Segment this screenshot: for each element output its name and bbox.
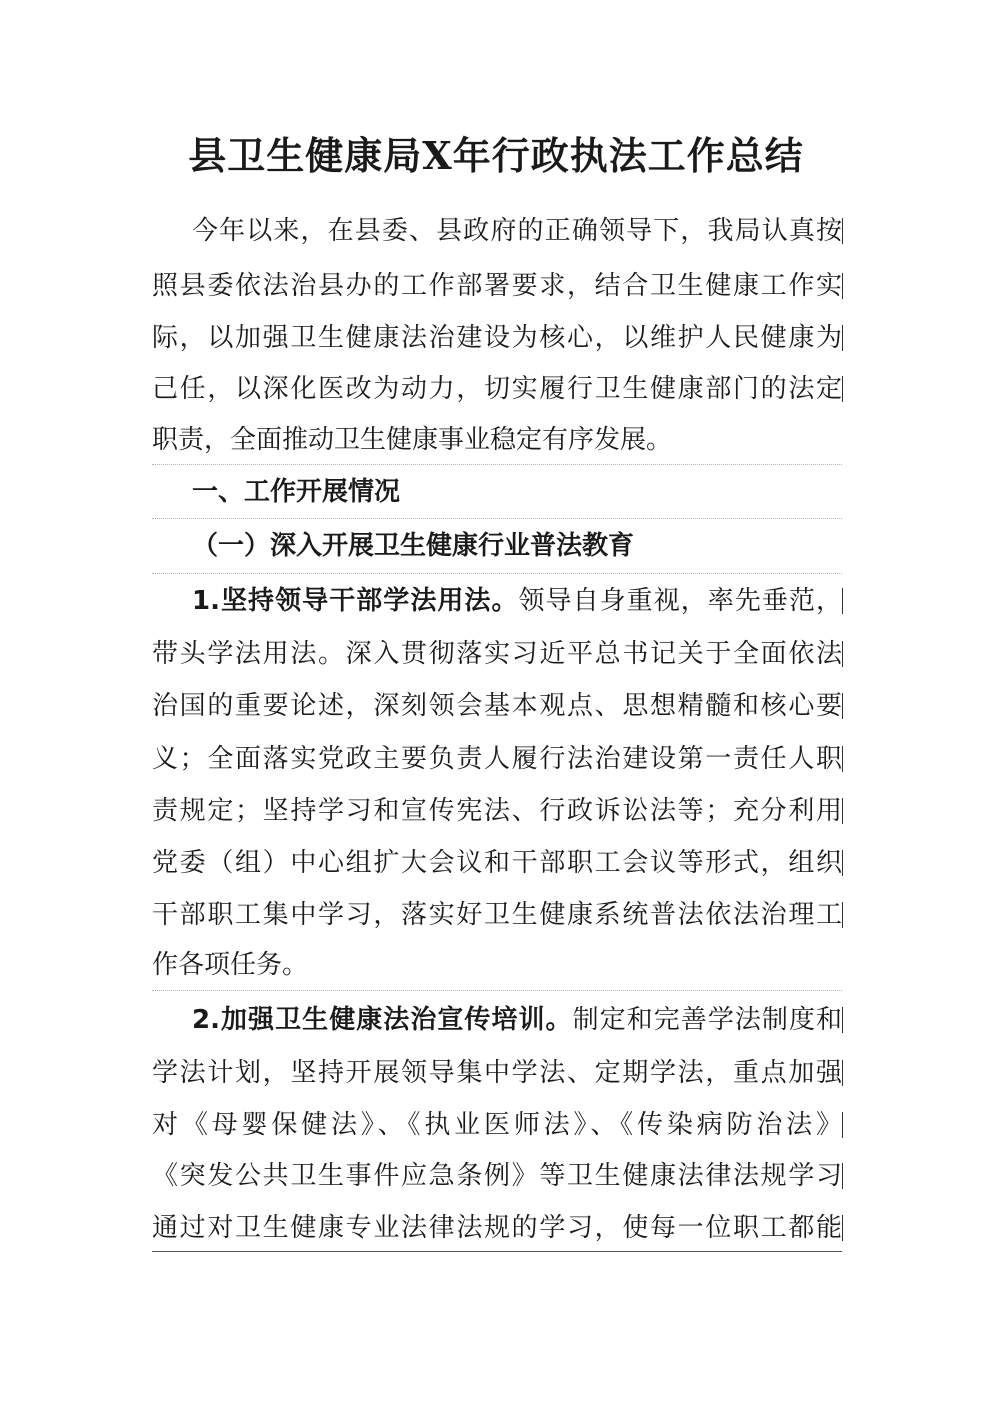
paragraph-line: 通过对卫生健康专业法律法规的学习，使每一位职工都能 [152,1213,842,1243]
margin-bar [842,588,843,614]
section-heading: 一、工作开展情况 [192,477,401,507]
paragraph-line: 《突发公共卫生事件应急条例》等卫生健康法律法规学习 [152,1161,842,1191]
document-title: 县卫生健康局X年行政执法工作总结 [188,133,804,178]
margin-bar [842,273,843,299]
paragraph-line: 照县委依法治县办的工作部署要求，结合卫生健康工作实 [152,271,842,301]
subsection-heading: （一）深入开展卫生健康行业普法教育 [192,531,635,561]
paragraph-line: 对《母婴保健法》、《执业医师法》、《传染病防治法》 [152,1110,842,1140]
item-lead: 2.加强卫生健康法治宣传培训。 [192,1005,573,1035]
divider [152,573,842,574]
margin-bar [842,746,843,772]
paragraph-line: 际，以加强卫生健康法治建设为核心，以维护人民健康为 [152,323,842,353]
item-first-line [192,1000,842,1040]
paragraph-line: 带头学法用法。深入贯彻落实习近平总书记关于全面依法 [152,639,842,669]
divider [152,990,842,991]
paragraph-line: 职责，全面推动卫生健康事业稳定有序发展。 [152,425,673,455]
item-text: 制定和完善学法制度和 [572,1005,842,1035]
divider [152,518,842,519]
item-text: 领导自身重视，率先垂范， [518,586,842,616]
paragraph-line: 作各项任务。 [152,950,309,980]
paragraph-line: 治国的重要论述，深刻领会基本观点、思想精髓和核心要 [152,691,842,721]
item-lead: 1.坚持领导干部学法用法。 [192,586,519,616]
item-first-line [192,581,842,621]
paragraph-line: 今年以来，在县委、县政府的正确领导下，我局认真按 [192,216,842,246]
margin-bar [842,902,843,928]
paragraph-line: 责规定；坚持学习和宣传宪法、行政诉讼法等；充分利用 [152,796,842,826]
margin-bar [842,1163,843,1189]
divider [152,464,842,465]
margin-bar [842,1112,843,1138]
margin-bar [842,798,843,824]
divider [152,1251,842,1252]
margin-bar [842,1007,843,1033]
margin-bar [842,376,843,402]
paragraph-line: 干部职工集中学习，落实好卫生健康系统普法依法治理工 [152,900,842,930]
paragraph-line: 己任，以深化医改为动力，切实履行卫生健康部门的法定 [152,374,842,404]
paragraph-line: 党委（组）中心组扩大会议和干部职工会议等形式，组织 [152,848,842,878]
margin-bar [842,641,843,667]
margin-bar [842,325,843,351]
margin-bar [842,1060,843,1086]
margin-bar [842,1215,843,1241]
paragraph-line: 学法计划，坚持开展领导集中学法、定期学法，重点加强 [152,1058,842,1088]
margin-bar [842,218,843,244]
paragraph-line: 义；全面落实党政主要负责人履行法治建设第一责任人职 [152,744,842,774]
margin-bar [842,850,843,876]
margin-bar [842,693,843,719]
